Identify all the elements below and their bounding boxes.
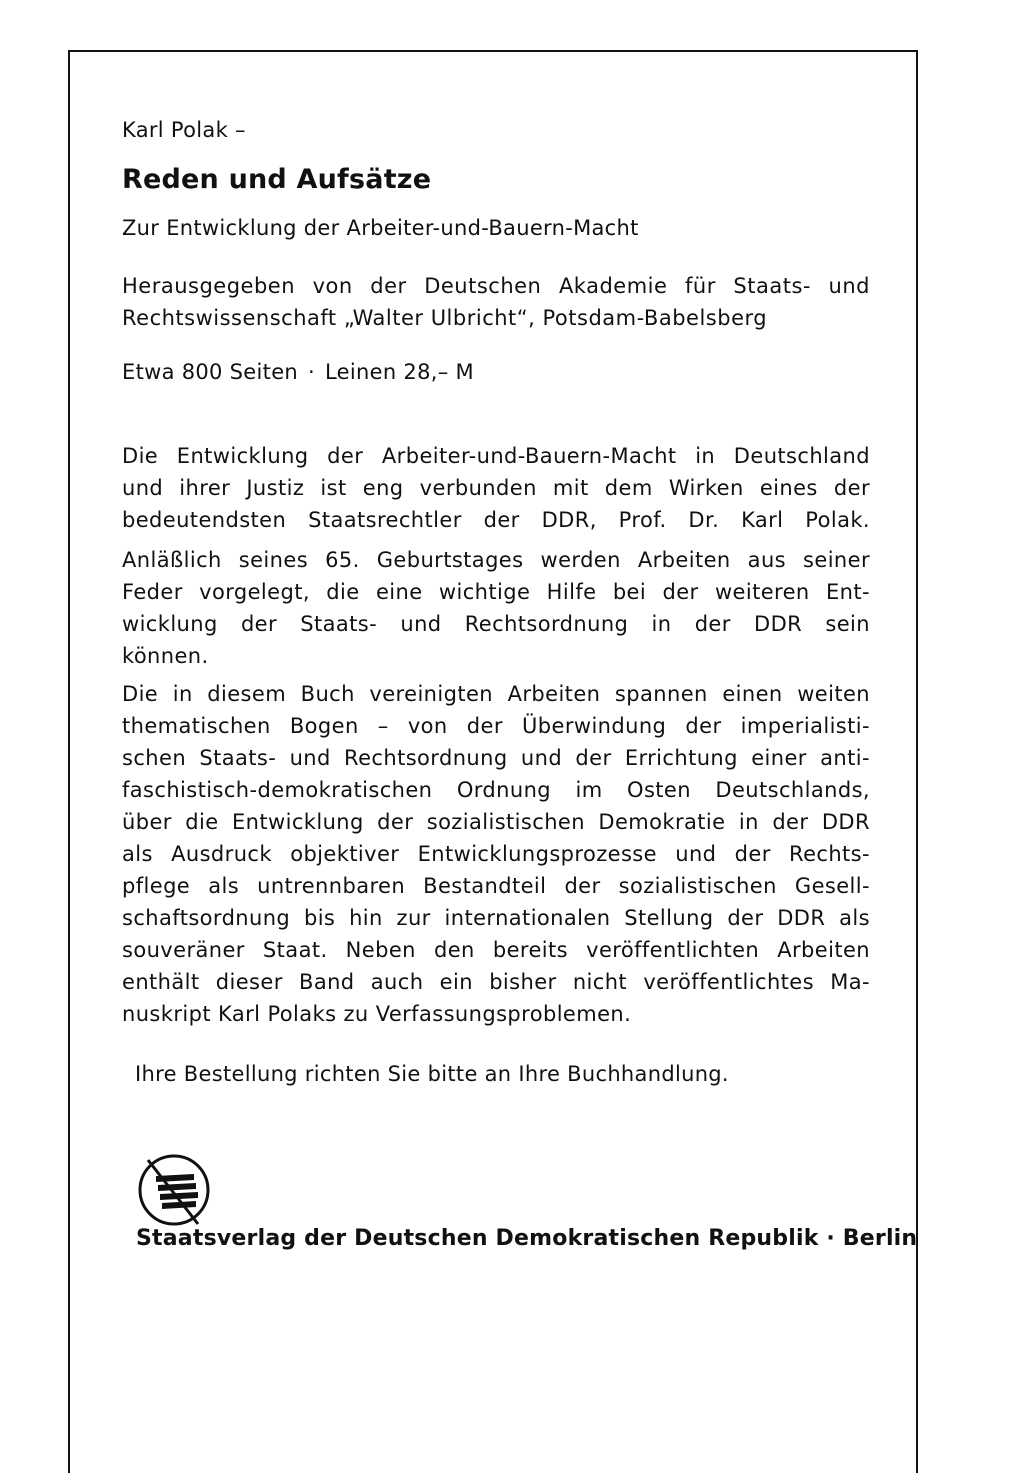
description-paragraph-1 bbox=[122, 440, 870, 536]
book-pricing bbox=[122, 360, 870, 384]
paragraph-line: thematischen Bogen – von der Überwindung der imperialisti- bbox=[122, 714, 870, 738]
paragraph-line: bedeutendsten Staatsrechtler der DDR, Prof. Dr. Karl Polak. bbox=[122, 508, 870, 532]
book-pages: Etwa 800 Seiten bbox=[122, 360, 299, 384]
paragraph-line: Die Entwicklung der Arbeiter-und-Bauern-Macht in Deutschland bbox=[122, 444, 870, 468]
paragraph-line: Feder vorgelegt, die eine wichtige Hilfe bei der weiteren Ent- bbox=[122, 580, 870, 604]
book-title: Reden und Aufsätze bbox=[122, 164, 432, 195]
paragraph-line: Anläßlich seines 65. Geburtstages werden Arbeiten aus seiner bbox=[122, 548, 870, 572]
book-author: Karl Polak – bbox=[122, 118, 246, 142]
editor-line: Rechtswissenschaft „Walter Ulbricht“, Potsdam-Babelsberg bbox=[122, 306, 768, 330]
publisher-name: Staatsverlag der Deutschen Demokratischen Republik · Berlin bbox=[136, 1226, 918, 1251]
paragraph-line: als Ausdruck objektiver Entwicklungsprozesse und der Rechts- bbox=[122, 842, 870, 866]
book-price: Leinen 28,– M bbox=[325, 360, 474, 384]
paragraph-line: können. bbox=[122, 644, 209, 668]
paragraph-line: pflege als untrennbaren Bestandteil der sozialistischen Gesell- bbox=[122, 874, 870, 898]
paragraph-line: nuskript Karl Polaks zu Verfassungsproblemen. bbox=[122, 1002, 632, 1026]
paragraph-line: schen Staats- und Rechtsordnung und der Errichtung einer anti- bbox=[122, 746, 870, 770]
paragraph-line: Die in diesem Buch vereinigten Arbeiten spannen einen weiten bbox=[122, 682, 870, 706]
order-note: Ihre Bestellung richten Sie bitte an Ihre Buchhandlung. bbox=[135, 1062, 729, 1086]
paragraph-line: souveräner Staat. Neben den bereits veröffentlichten Arbeiten bbox=[122, 938, 870, 962]
pricing-separator: · bbox=[308, 360, 316, 384]
paragraph-line: wicklung der Staats- und Rechtsordnung in der DDR sein bbox=[122, 612, 870, 636]
paragraph-line: faschistisch-demokratischen Ordnung im Osten Deutschlands, bbox=[122, 778, 870, 802]
paragraph-line: über die Entwicklung der sozialistischen Demokratie in der DDR bbox=[122, 810, 870, 834]
description-paragraph-3 bbox=[122, 678, 870, 1030]
paragraph-line: schaftsordnung bis hin zur internationalen Stellung der DDR als bbox=[122, 906, 870, 930]
paragraph-line: enthält dieser Band auch ein bisher nicht veröffentlichtes Ma- bbox=[122, 970, 870, 994]
paragraph-line: und ihrer Justiz ist eng verbunden mit dem Wirken eines der bbox=[122, 476, 870, 500]
description-paragraph-2 bbox=[122, 544, 870, 672]
book-editor-note bbox=[122, 270, 870, 334]
book-subtitle: Zur Entwicklung der Arbeiter-und-Bauern-Macht bbox=[122, 216, 639, 240]
publisher-flag-logo-icon bbox=[136, 1152, 212, 1228]
editor-line: Herausgegeben von der Deutschen Akademie für Staats- und bbox=[122, 274, 870, 298]
